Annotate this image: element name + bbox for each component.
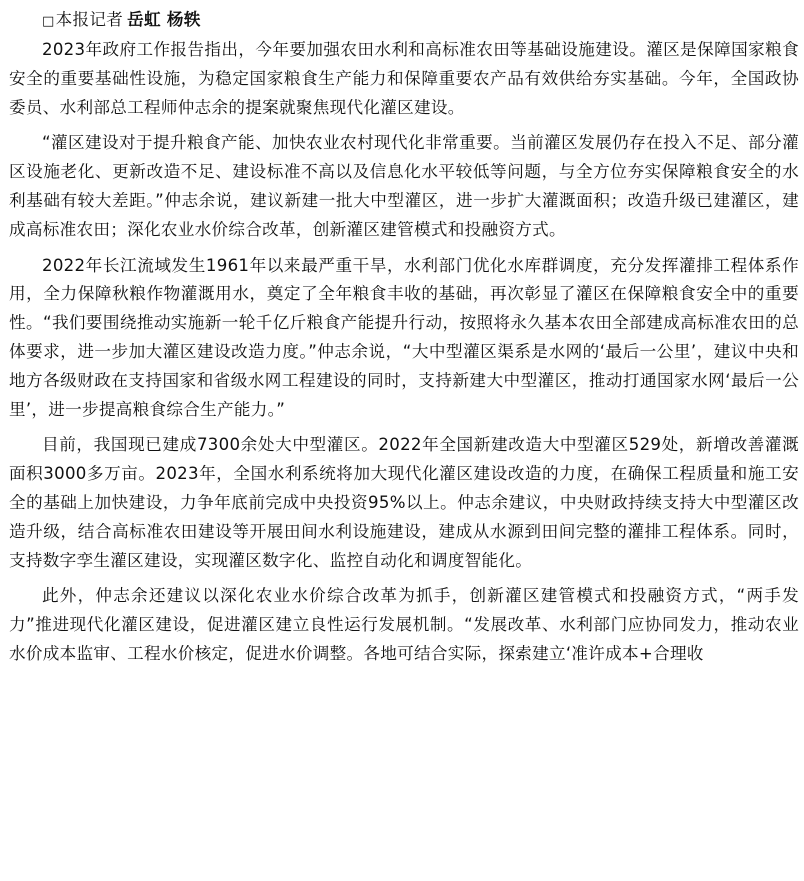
news-article bbox=[9, 6, 799, 676]
byline bbox=[9, 6, 799, 36]
article-paragraph-5: 此外，仲志余还建议以深化农业水价综合改革为抓手，创新灌区建管模式和投融资方式，“两手发力”推进现代化灌区建设，促进灌区建立良性运行发展机制。“发展改革、水利部门应协同发力，推动农业水价成本监审、工程水价核定，促进水价调整。各地可结合实际，探索建立‘准许成本+合理收 bbox=[9, 586, 799, 663]
article-paragraph-3: 2022年长江流域发生1961年以来最严重干旱，水利部门优化水库群调度，充分发挥灌排工程体系作用，全力保障秋粮作物灌溉用水，奠定了全年粮食丰收的基础，再次彰显了灌区在保障粮食安全中的重要性。“我们要围绕推动实施新一轮千亿斤粮食产能提升行动，按照将永久基本农田全部建成高标准农田的总体要求，进一步加大灌区建设改造力度。”仲志余说，“大中型灌区渠系是水网的‘最后一公里’，建议中央和地方各级财政在支持国家和省级水网工程建设的同时，支持新建大中型灌区，推动打通国家水网‘最后一公里’，进一步提高粮食综合生产能力。” bbox=[9, 255, 799, 419]
article-paragraph-2: “灌区建设对于提升粮食产能、加快农业农村现代化非常重要。当前灌区发展仍存在投入不足、部分灌区设施老化、更新改造不足、建设标准不高以及信息化水平较低等问题，与全方位夯实保障粮食安全的水利基础有较大差距。”仲志余说，建议新建一批大中型灌区，进一步扩大灌溉面积；改造升级已建灌区，建成高标准农田；深化农业水价综合改革，创新灌区建管模式和投融资方式。 bbox=[9, 133, 799, 239]
byline-label: 本报记者 bbox=[55, 10, 124, 29]
article-paragraph-1: 2023年政府工作报告指出，今年要加强农田水利和高标准农田等基础设施建设。灌区是保障国家粮食安全的重要基础性设施，为稳定国家粮食生产能力和保障重要农产品有效供给夯实基础。今年，全国政协委员、水利部总工程师仲志余的提案就聚焦现代化灌区建设。 bbox=[9, 40, 799, 117]
article-paragraph-4: 目前，我国现已建成7300余处大中型灌区。2022年全国新建改造大中型灌区529处，新增改善灌溉面积3000多万亩。2023年，全国水利系统将加大现代化灌区建设改造的力度，在确保工程质量和施工安全的基础上加快建设，力争年底前完成中央投资95%以上。仲志余建议，中央财政持续支持大中型灌区改造升级，结合高标准农田建设等开展田间水利设施建设，建成从水源到田间完整的灌排工程体系。同时，支持数字孪生灌区建设，实现灌区数字化、监控自动化和调度智能化。 bbox=[9, 435, 799, 570]
byline-square-symbol: □ bbox=[42, 14, 55, 29]
reporter-names: 岳虹 杨轶 bbox=[127, 10, 201, 29]
